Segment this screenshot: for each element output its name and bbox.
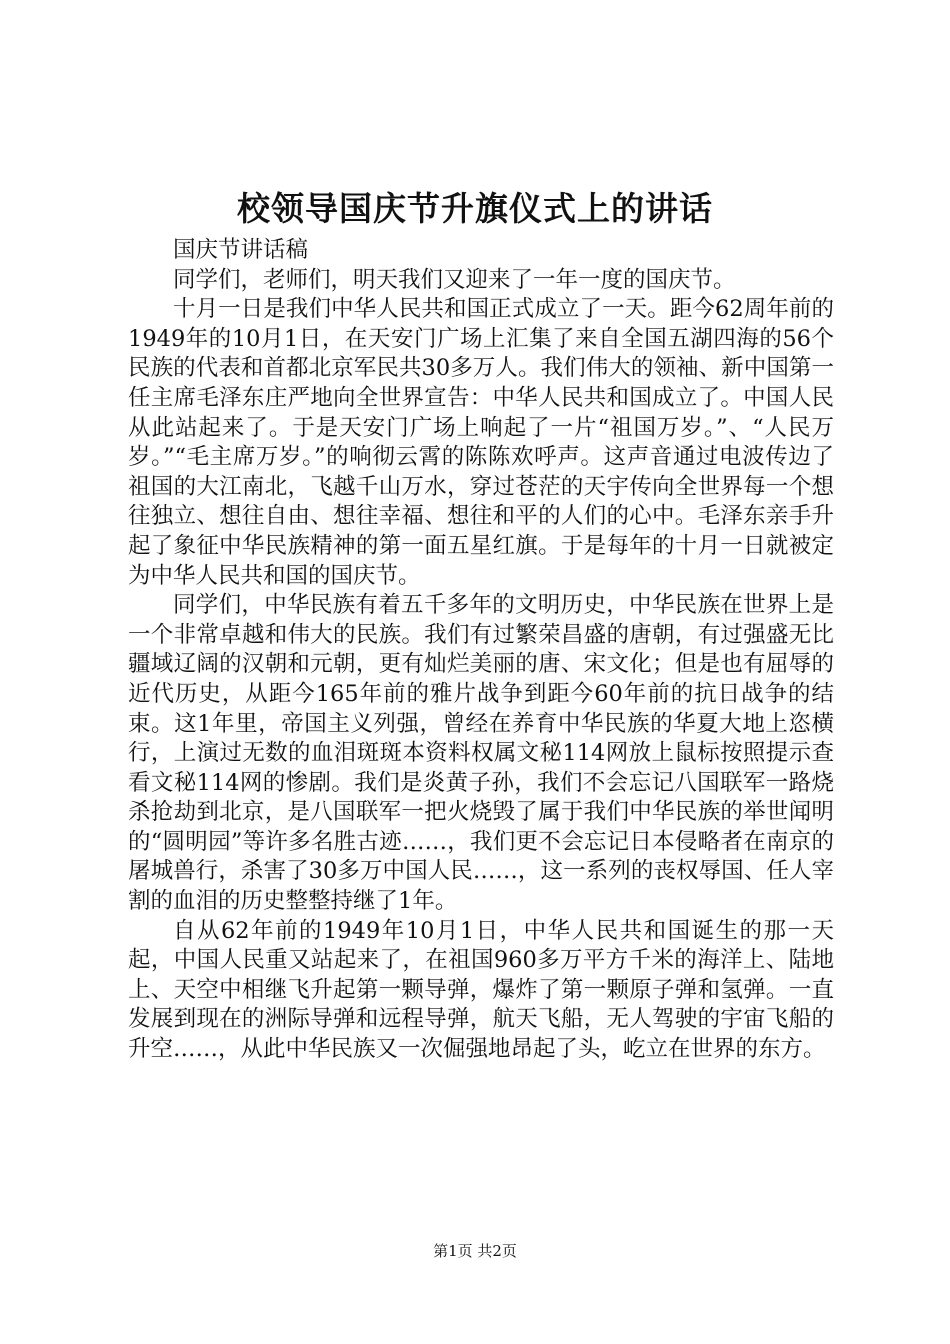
document-title: 校领导国庆节升旗仪式上的讲话 (237, 189, 713, 228)
paragraph-rise: 自从62年前的1949年10月1日，中华人民共和国诞生的那一天起，中国人民重又站起来了，在祖国960多万平方千米的海洋上、陆地上、天空中相继飞升起第一颗导弹，爆炸了第一颗原子弹和氢弹。一直发展到现在的洲际导弹和远程导弹，航天飞船，无人驾驶的宇宙飞船的升空……，从此中华民族又一次倔强地昂起了头，屹立在世界的东方。 (128, 917, 834, 1063)
paragraph-subtitle: 国庆节讲话稿 (173, 237, 309, 263)
document-body (128, 236, 834, 1065)
paragraph-history: 同学们，中华民族有着五千多年的文明历史，中华民族在世界上是一个非常卓越和伟大的民族。我们有过繁荣昌盛的唐朝，有过强盛无比疆域辽阔的汉朝和元朝，更有灿烂美丽的唐、宋文化；但是也有屈辱的近代历史，从距今165年前的雅片战争到距今60年前的抗日战争的结束。这1年里，帝国主义列强，曾经在养育中华民族的华夏大地上恣横行，上演过无数的血泪斑斑本资料权属文秘114网放上鼠标按照提示查看文秘114网的惨剧。我们是炎黄子孙，我们不会忘记八国联军一路烧杀抢劫到北京，是八国联军一把火烧毁了属于我们中华民族的举世闻明的“圆明园”等许多名胜古迹……，我们更不会忘记日本侵略者在南京的屠城兽行，杀害了30多万中国人民……，这一系列的丧权辱国、任人宰割的血泪的历史整整持继了1年。 (128, 592, 834, 915)
paragraph-founding: 十月一日是我们中华人民共和国正式成立了一天。距今62周年前的1949年的10月1日，在天安门广场上汇集了来自全国五湖四海的56个民族的代表和首都北京军民共30多万人。我们伟大的领袖、新中国第一任主席毛泽东庄严地向全世界宣告：中华人民共和国成立了。中国人民从此站起来了。于是天安门广场上响起了一片“祖国万岁。”、“人民万岁。”“毛主席万岁。”的响彻云霄的陈陈欢呼声。这声音通过电波传边了祖国的大江南北，飞越千山万水，穿过苍茫的天宇传向全世界每一个想往独立、想往自由、想往幸福、想往和平的人们的心中。毛泽东亲手升起了象征中华民族精神的第一面五星红旗。于是每年的十月一日就被定为中华人民共和国的国庆节。 (128, 296, 834, 589)
page-number-footer: 第1页 共2页 (433, 1242, 517, 1260)
paragraph-greeting: 同学们，老师们，明天我们又迎来了一年一度的国庆节。 (173, 266, 736, 293)
